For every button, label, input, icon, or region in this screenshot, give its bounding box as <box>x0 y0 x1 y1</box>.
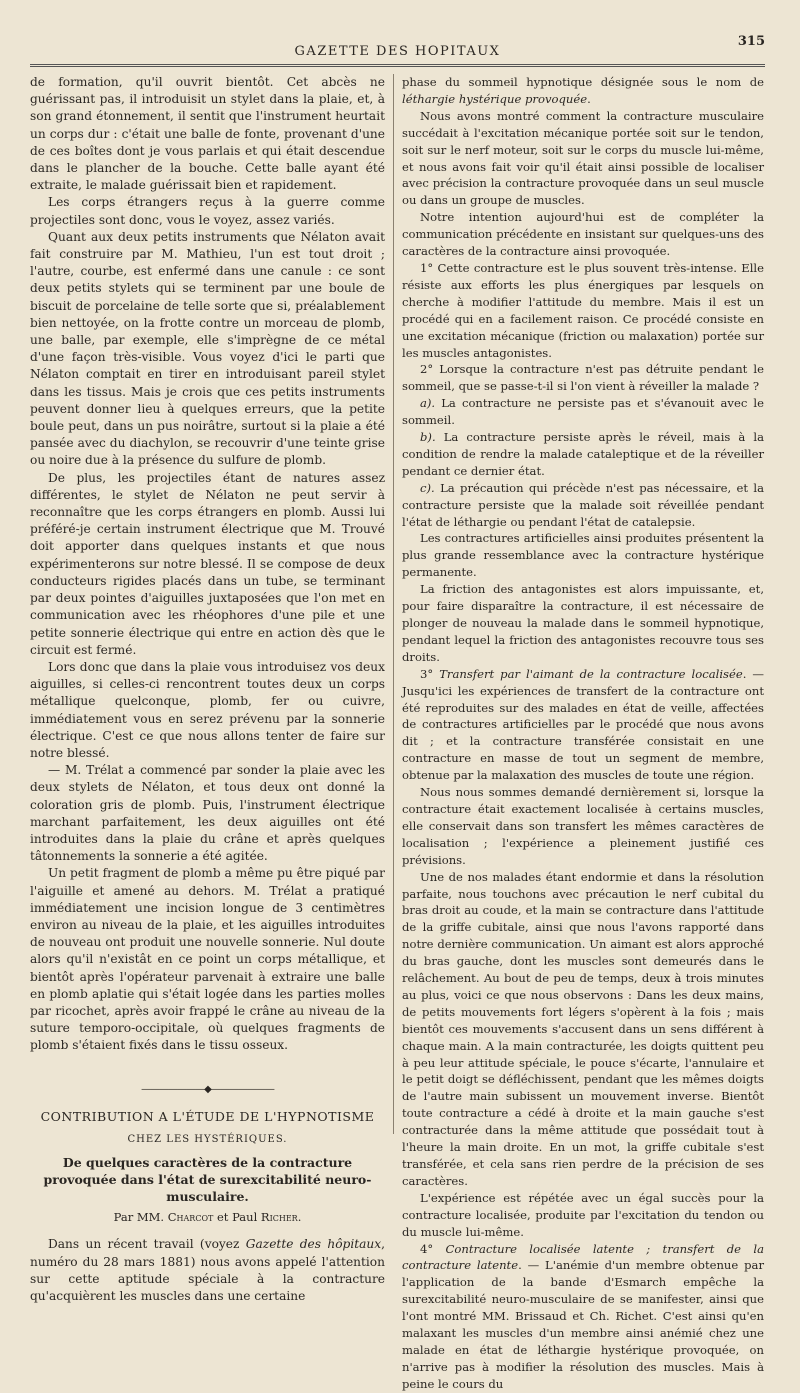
intro-text: Dans un récent travail (voyez <box>48 1237 246 1252</box>
paragraph <box>402 395 764 429</box>
paragraph: Nous nous sommes demandé dernièrement si, lorsque la contracture était exactement localisée à certains muscles, elle conservait dans son transfert les mêmes caractères de localisation ; l'expérience a pleinement justifié ces prévisions. <box>402 785 764 867</box>
paragraph: Notre intention aujourd'hui est de compléter la communication précédente en insistant sur quelques-uns des caractères de la contracture ainsi provoquée. <box>402 210 764 259</box>
page-number: 315 <box>737 34 765 49</box>
paragraph: de formation, qu'il ouvrit bientôt. Cet abcès ne guérissant pas, il introduisit un stylet dans la plaie, et, à son grand étonnement, il sentit que l'instrument heurtait un corps dur : c'était une balle de fonte, provenant d'une de ces boîtes dont je vous parlais et qui était descendue dans le plancher de la bouche. Cette balle ayant été extraite, le malade guérissait bien et rapidement. <box>30 75 385 193</box>
paragraph <box>402 429 764 480</box>
paragraph: Les contractures artificielles ainsi produites présentent la plus grande ressemblance avec la contracture hystérique permanente. <box>402 531 764 580</box>
author-charcot: Charcot <box>167 1210 214 1225</box>
paragraph: — M. Trélat a commencé par sonder la plaie avec les deux stylets de Nélaton, et tous deux ont donné la coloration gris de plomb. Puis, l'instrument électrique marchant parfaitement, les deux aiguilles ont été introduites dans la plaie du crâne et après quelques tâtonnements la sonnerie a été agitée. <box>30 763 385 864</box>
paragraph: 2° Lorsque la contracture n'est pas détruite pendant le sommeil, que se passe-t-il si l'on vient à réveiller la malade ? <box>402 362 764 394</box>
item-label: c). <box>420 480 435 495</box>
article-authors <box>30 1209 385 1226</box>
section-title: CONTRIBUTION A L'ÉTUDE DE L'HYPNOTISME <box>40 1108 375 1124</box>
text: . <box>587 91 591 106</box>
item-label: b). <box>420 430 436 445</box>
paragraph: De plus, les projectiles étant de natures assez différentes, le stylet de Nélaton ne peut servir à reconnaître que les corps étrangers en plomb. Aussi lui préféré-je certain instrument électrique que M. Trouvé doit apporter dans quelques instants et que nous expérimenterons sur notre blessé. Il se compose de deux conducteurs rigides placés dans un tube, se terminant par deux pointes d'aiguilles juxtaposées que l'on met en communication avec les rhéophores d'une pile et une petite sonnerie électrique qui entre en action dès que le circuit est fermé. <box>30 470 385 657</box>
author-richer: Richer <box>260 1210 298 1225</box>
text: phase du sommeil hypnotique désignée sous le nom de <box>402 75 764 89</box>
text: . — Jusqu'ici les expériences de transfert de la contracture ont été reproduites sur des malades en état de veille, affectées de contractures artificielles par le procédé que nous avons dit ; et la contracture transférée consistait en une contracture en masse de tout un segment de membre, obtenue par la malaxation des muscles de toute une région. <box>402 666 765 783</box>
paragraph: Une de nos malades étant endormie et dans la résolution parfaite, nous touchons avec précaution le nerf cubital du bras droit au coude, et la main se contracture dans l'attitude de la griffe cubitale, ainsi que nous l'avons rapporté dans notre dernière communication. Un aimant est alors approché du bras gauche, dont les muscles sont demeurés dans le relâchement. Au bout de peu de temps, deux à trois minutes au plus, voici ce que nous observons : Dans les deux mains, de petits mouvements fort légers s'opèrent à la fois ; mais bientôt ces mouvements s'accusent dans un sens différent à chaque main. A la main contracturée, les doigts quittent peu à peu leur attitude spéciale, le pouce s'écarte, l'annulaire et le petit doigt se défléchissent, pendant que les mêmes doigts de l'autre main subissent un mouvement inverse. Bientôt toute contracture a cédé à droite et la main gauche s'est contracturée dans la même attitude que possédait tout à l'heure la main droite. En un mot, la griffe cubitale s'est transférée, et cela sans rien perdre de la précision de ses caractères. <box>402 869 764 1188</box>
article-title: De quelques caractères de la contracture provoquée dans l'état de surexcitabilité neuro-musculaire. <box>43 1155 372 1205</box>
right-column <box>402 74 764 1393</box>
intro-journal-ref: Gazette des hôpitaux <box>245 1237 382 1252</box>
text: La précaution qui précède n'est pas nécessaire, et la contracture persiste que la malade soit réveillée pendant l'état de léthargie ou pendant l'état de catalepsie. <box>402 480 764 529</box>
text: La contracture persiste après le réveil, mais à la condition de rendre la malade cataleptique et de la réveiller pendant ce dernier état. <box>402 430 764 478</box>
subheading-italic: Contracture localisée latente ; transfert de la contracture latente <box>402 1241 764 1273</box>
paragraph: Quant aux deux petits instruments que Nélaton avait fait construire par M. Mathieu, l'un est tout droit ; l'autre, courbe, est enfermé dans une canule : ce sont deux petits stylets qui se terminent par une boule de biscuit de porcelaine de telle sorte que si, préalablement bien nettoyée, on la frotte contre un morceau de plomb, une balle, par exemple, elle s'imprègne de ce métal d'une façon très-visible. Vous voyez d'ici le parti que Nélaton comptait en tirer en introduisant pareil stylet dans les tissus. Mais je crois que ces petits instruments peuvent donner lieu à quelques erreurs, que la petite boule peut, dans un pus noirâtre, surtout si la plaie a été pansée avec du diachylon, se recouvrir d'une teinte grise ou noire due à la présence du sulfure de plomb. <box>30 229 385 468</box>
page-header <box>30 34 765 67</box>
journal-title: GAZETTE DES HOPITAUX <box>294 44 501 59</box>
section-subtitle: CHEZ LES HYSTÉRIQUES. <box>127 1133 288 1145</box>
column-divider <box>393 74 394 1134</box>
intro-text-end: , numéro du 28 mars 1881) nous avons appelé l'attention sur cette aptitude spéciale à la contracture qu'acquièrent les muscles dans une certaine <box>30 1237 386 1303</box>
paragraph <box>402 74 764 108</box>
term-italic: léthargie hystérique provoquée <box>402 91 588 106</box>
item-label: a). <box>420 396 436 411</box>
paragraph: L'expérience est répétée avec un égal succès pour la contracture localisée, produite par l'excitation du tendon ou du muscle lui-même. <box>402 1190 764 1239</box>
authors-join: et Paul <box>213 1210 261 1225</box>
authors-prefix: Par MM. <box>113 1210 168 1225</box>
text: . — L'anémie d'un membre obtenue par l'application de la bande d'Esmarch empêche la surexcitabilité neuro-musculaire de se manifester, ainsi que l'ont montré MM. Brissaud et Ch. Richet. C'est ainsi qu'en malaxant les muscles d'un membre ainsi anémié chez une malade en état de léthargie hystérique provoquée, on n'arrive pas à modifier la résolution des muscles. Mais à peine le cours du <box>402 1258 764 1391</box>
paragraph: Les corps étrangers reçus à la guerre comme projectiles sont donc, vous le voyez, assez variés. <box>30 195 385 227</box>
subheading-italic: Transfert par l'aimant de la contracture localisée <box>439 666 743 681</box>
paragraph: La friction des antagonistes est alors impuissante, et, pour faire disparaître la contracture, il est nécessaire de plonger de nouveau la malade dans le sommeil hypnotique, pendant lequel la friction des antagonistes recouvre tous ses droits. <box>402 582 764 664</box>
paragraph: Un petit fragment de plomb a même pu être piqué par l'aiguille et amené au dehors. M. Trélat a pratiqué immédiatement une incision longue de 3 centimètres environ au niveau de la plaie, et les aiguilles introduites de nouveau ont produit une nouvelle sonnerie. Nul doute alors qu'il n'existât en ce point un corps métallique, et bientôt après l'opérateur parvenait à extraire une balle en plomb aplatie qui s'était logée dans les parties molles par ricochet, après avoir frappé le crâne au niveau de la suture temporo-occipitale, où quelques fragments de plomb s'étaient fixés dans le tissu osseux. <box>30 866 385 1053</box>
paragraph <box>402 1241 764 1393</box>
text: La contracture ne persiste pas et s'évanouit avec le sommeil. <box>402 396 764 428</box>
item-label: 4° <box>420 1241 446 1256</box>
paragraph: Lors donc que dans la plaie vous introduisez vos deux aiguilles, si celles-ci rencontrent toutes deux un corps métallique quelconque, plomb, fer ou cuivre, immédiatement vous en serez prévenu par la sonnerie électrique. C'est ce que nous allons tenter de faire sur notre blessé. <box>30 659 385 760</box>
authors-suffix: . <box>297 1210 302 1225</box>
paragraph <box>402 480 764 531</box>
item-label: 3° <box>420 666 440 681</box>
paragraph: 1° Cette contracture est le plus souvent très-intense. Elle résiste aux efforts les plus énergiques par lesquels on cherche à modifier l'attitude du membre. Mais il est un procédé qui en a facilement raison. Ce procédé consiste en une excitation mécanique (friction ou malaxation) portée sur les muscles antagonistes. <box>402 260 764 360</box>
section-ornament: ———————◆——————— <box>141 1083 274 1095</box>
left-column <box>30 74 385 1305</box>
paragraph <box>402 666 764 784</box>
paragraph: Nous avons montré comment la contracture musculaire succédait à l'excitation mécanique portée soit sur le tendon, soit sur le nerf moteur, soit sur le corps du muscle lui-même, et nous avons fait voir qu'il était ainsi possible de localiser avec précision la contracture provoquée dans un seul muscle ou dans un groupe de muscles. <box>402 108 764 208</box>
article-intro <box>30 1236 385 1305</box>
